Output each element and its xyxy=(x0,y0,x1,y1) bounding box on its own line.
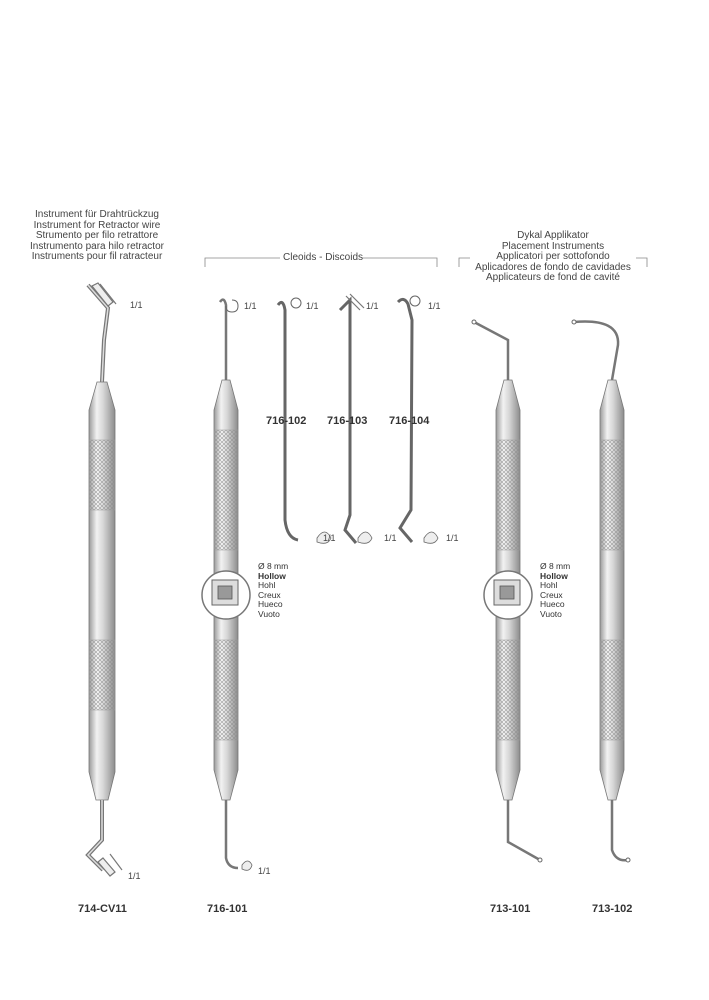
caption-dykal xyxy=(470,231,636,284)
detail-line: Hueco xyxy=(540,599,565,609)
code-716-103: 716-103 xyxy=(327,415,368,427)
caption-line: Applicateurs de fond de cavité xyxy=(486,272,620,283)
instrument-713-101 xyxy=(472,320,542,862)
code-713-102: 713-102 xyxy=(592,903,633,915)
scale-label: 1/1 xyxy=(306,301,319,311)
scale-label: 1/1 xyxy=(244,301,257,311)
code-716-102: 716-102 xyxy=(266,415,307,427)
detail-line: Creux xyxy=(258,589,281,600)
instrument-713-102 xyxy=(572,320,630,862)
detail-hollow-713 xyxy=(540,562,570,619)
caption-line: Instrument for Retractor wire xyxy=(33,219,161,231)
detail-size: Ø 8 mm xyxy=(258,561,289,571)
scale-label: 1/1 xyxy=(384,533,397,543)
scale-label: 1/1 xyxy=(323,533,336,543)
caption-retractor xyxy=(22,210,172,263)
detail-size: Ø 8 mm xyxy=(540,561,571,571)
scale-label: 1/1 xyxy=(128,871,141,881)
detail-line: Vuoto xyxy=(258,608,280,619)
code-714-cv11: 714-CV11 xyxy=(78,903,127,915)
scale-label: 1/1 xyxy=(428,301,441,311)
caption-line: Placement Instruments xyxy=(501,240,605,252)
caption-line: Dykal Applikator xyxy=(517,230,589,241)
detail-line: Creux xyxy=(540,589,563,600)
caption-line: Applicatori per sottofondo xyxy=(496,251,610,262)
scale-label: 1/1 xyxy=(366,301,379,311)
group-label-cleoids: Cleoids - Discoids xyxy=(283,252,364,263)
scale-label: 1/1 xyxy=(130,300,143,310)
detail-line: Hohl xyxy=(258,580,276,590)
caption-line: Instrumento para hilo retractor xyxy=(30,240,164,252)
caption-line: Aplicadores de fondo de cavidades xyxy=(475,261,631,273)
caption-line: Strumento per filo retrattore xyxy=(35,230,159,241)
detail-line: Hohl xyxy=(540,580,558,590)
detail-hollow-716 xyxy=(258,562,288,619)
detail-line: Hollow xyxy=(540,570,568,581)
code-713-101: 713-101 xyxy=(490,903,531,915)
detail-line: Vuoto xyxy=(540,608,562,619)
detail-line: Hueco xyxy=(258,599,283,609)
caption-line: Instrument für Drahtrückzug xyxy=(35,209,159,220)
scale-label: 1/1 xyxy=(258,866,271,876)
code-716-101: 716-101 xyxy=(207,903,248,915)
scale-label: 1/1 xyxy=(446,533,459,543)
detail-line: Hollow xyxy=(258,570,286,581)
code-716-104: 716-104 xyxy=(389,415,430,427)
instrument-714-cv11 xyxy=(88,283,122,876)
caption-line: Instruments pour fil ratracteur xyxy=(31,251,163,262)
instrument-716-101 xyxy=(202,300,252,871)
